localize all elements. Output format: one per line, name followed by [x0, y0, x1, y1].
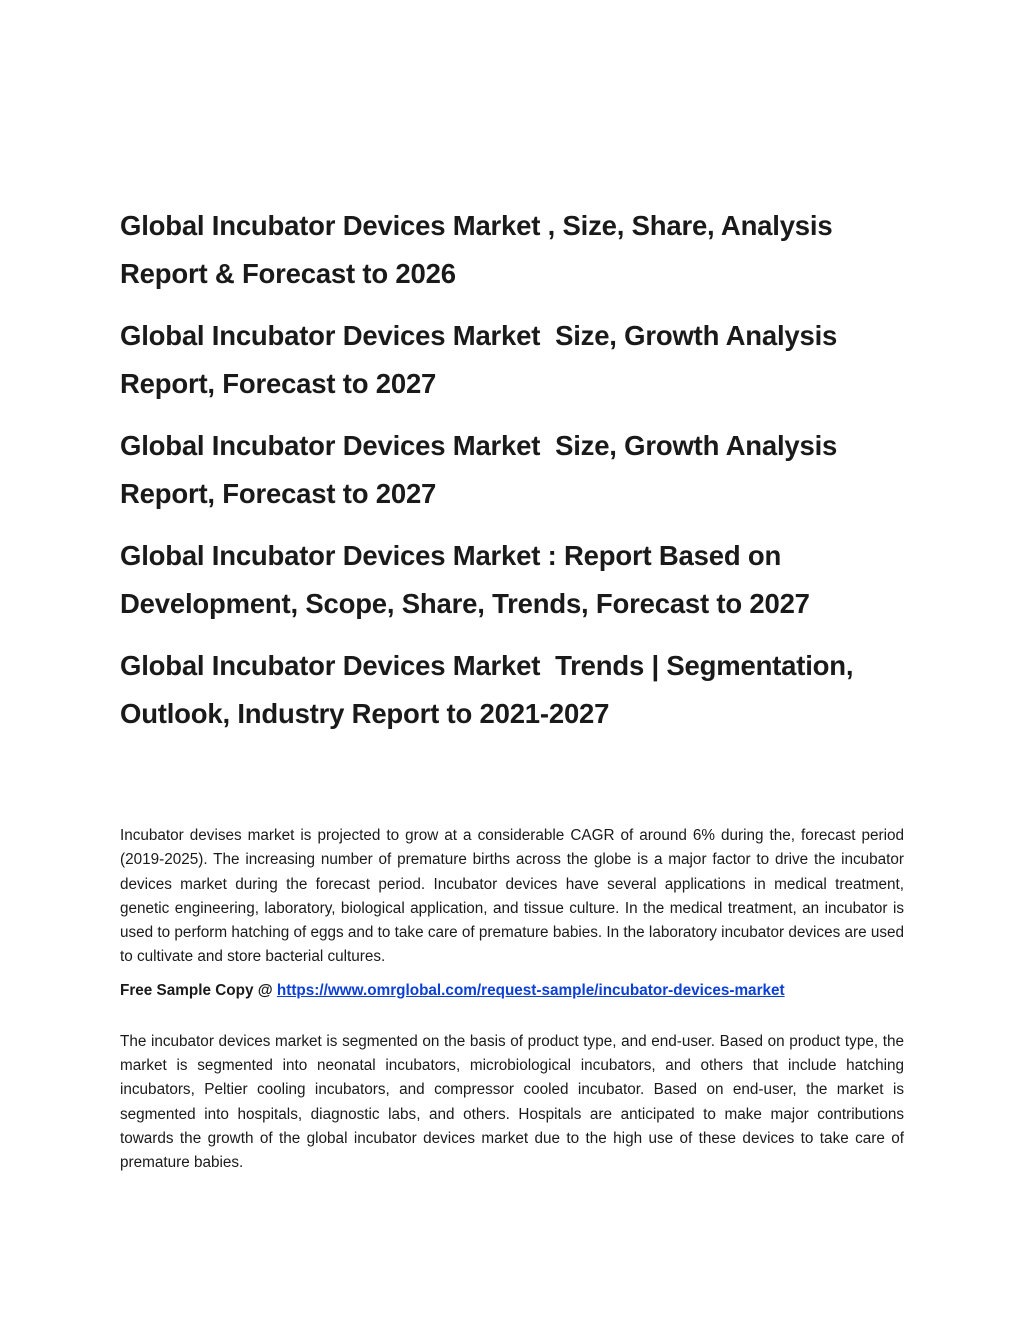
heading-4: Global Incubator Devices Market : Report Based on Development, Scope, Share, Trends, Forecast to 2027 — [120, 540, 810, 619]
heading-2: Global Incubator Devices Market Size, Growth Analysis Report, Forecast to 2027 — [120, 320, 845, 399]
free-sample-link[interactable]: https://www.omrglobal.com/request-sample/incubator-devices-market — [276, 981, 785, 999]
paragraph-segmentation: The incubator devices market is segmented on the basis of product type, and end-user. Based on product type, the market is segmented into neonatal incubators, microbiological incubators, and others that include hatching incubators, Peltier cooling incubators, and compressor cooled incubator. Based on end-user, the market is segmented into hospitals, diagnostic labs, and others. Hospitals are anticipated to make major contributions towards the growth of the global incubator devices market due to the high use of these devices to take care of premature babies. — [120, 1032, 904, 1172]
free-sample-line — [120, 979, 904, 1003]
heading-list — [120, 202, 904, 738]
body-section — [120, 824, 904, 1176]
heading-1: Global Incubator Devices Market , Size, Share, Analysis Report & Forecast to 2026 — [120, 210, 840, 289]
free-sample-label: Free Sample Copy @ — [120, 981, 277, 999]
paragraph-market-overview: Incubator devises market is projected to grow at a considerable CAGR of around 6% during the, forecast period (2019-2025). The increasing number of premature births across the globe is a major factor to drive the incubator devices market during the forecast period. Incubator devices have several applications in medical treatment, genetic engineering, laboratory, biological application, and tissue culture. In the medical treatment, an incubator is used to perform hatching of eggs and to take care of premature babies. In the laboratory incubator devices are used to cultivate and store bacterial cultures. — [120, 827, 905, 966]
heading-5: Global Incubator Devices Market Trends | Segmentation, Outlook, Industry Report to 2021-2027 — [120, 650, 861, 729]
document-page — [120, 202, 904, 1176]
heading-3: Global Incubator Devices Market Size, Growth Analysis Report, Forecast to 2027 — [120, 430, 845, 509]
